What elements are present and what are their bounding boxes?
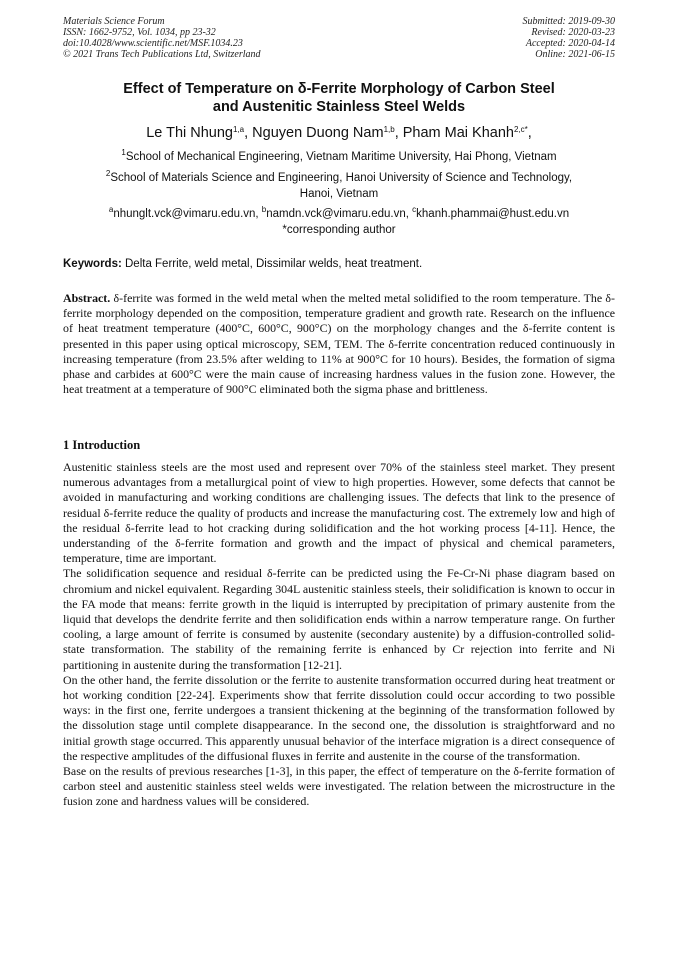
affiliation-marker: 2: [105, 169, 111, 178]
affiliation-city: Hanoi, Vietnam: [299, 188, 379, 200]
keywords: [63, 257, 615, 272]
dates-header: [523, 16, 616, 60]
journal-info-header: [63, 16, 261, 60]
author-name: Le Thi Nhung: [146, 125, 233, 141]
affiliation-1: [60, 149, 618, 165]
email-link[interactable]: namdn.vck@vimaru.edu.vn,: [266, 208, 413, 220]
author-affiliation-marker: 1,a: [232, 125, 245, 134]
author-affiliation-marker: 2,c*: [513, 125, 528, 134]
title-line-1: Effect of Temperature on δ-Ferrite Morphology of Carbon Steel: [123, 81, 555, 97]
title-line-2: and Austenitic Stainless Steel Welds: [212, 99, 466, 115]
email-list: [60, 206, 618, 238]
email-marker: a: [108, 205, 114, 214]
author-name: Nguyen Duong Nam: [252, 125, 384, 141]
journal-name: Materials Science Forum: [63, 16, 165, 27]
author-name: Pham Mai Khanh: [402, 125, 514, 141]
keywords-label: Keywords:: [63, 258, 122, 270]
accepted-date: Accepted: 2020-04-14: [525, 38, 615, 49]
author-list: [40, 124, 638, 142]
author-separator: ,: [244, 125, 253, 141]
email-marker: b: [261, 205, 267, 214]
paragraph: Austenitic stainless steels are the most used and represent over 70% of the stainless steel market. They present numerous advantages from a metallurgical point of view to high properties. However, some defects that cannot be avoided in manufacturing and working conditions are challenging issues. The defects that link to the presence of residual δ-ferrite reduce the quality of products and increase the manufacturing cost. The extremely low and high of the residual δ-ferrite lead to hot cracking during solidification and the hot working process [4-11]. Hence, the understanding of the δ-ferrite formation and growth and the impact of physical and chemical parameters, temperature, time are important.: [63, 460, 615, 566]
paper-title: [60, 80, 618, 116]
email-link[interactable]: khanh.phammai@hust.edu.vn: [416, 208, 570, 220]
affiliation-marker: 1: [121, 148, 126, 157]
affiliation-text: School of Mechanical Engineering, Vietnam Maritime University, Hai Phong, Vietnam: [125, 151, 557, 163]
abstract: [63, 291, 615, 397]
corresponding-author-note: *corresponding author: [282, 224, 396, 236]
paragraph: The solidification sequence and residual δ-ferrite can be predicted using the Fe-Cr-Ni phase diagram based on chromium and nickel equivalent. Regarding 304L austenitic stainless steels, their solidification is known to occur in the FA mode that means: ferrite growth in the liquid is interrupted by precipitation of primary austenite from the liquid that develops the dendrite ferrite and then solidification ends within a narrow temperature range. On further cooling, a large amount of ferrite is consumed by austenite (secondary austenite) by a diffusion-controlled solid-state transformation. The stability of the remaining ferrite is enhanced by Cr rejection into ferrite and Ni partitioning in austenite during the transformation [12-21].: [63, 566, 615, 672]
submitted-date: Submitted: 2019-09-30: [522, 16, 615, 27]
journal-issn: ISSN: 1662-9752, Vol. 1034, pp 23-32: [63, 27, 216, 38]
abstract-text: δ-ferrite was formed in the weld metal when the melted metal solidified to the room temperature. The δ-ferrite morphology depended on the composition, temperature gradient and growth rate. Research on the influence of heat treatment temperature (400°C, 600°C, 900°C) on the morphology changes and the δ-ferrite content is presented in this paper using optical microscopy, SEM, TEM. The δ-ferrite concentration reduced continuously in increasing temperature (from 23.5% after welding to 11% at 900°C for 10 hours). Besides, the formation of sigma phase and carbides at 600°C were the main cause of increasing hardness values in the fusion zone. However, the heat treatment at a temperature of 900°C eliminated both the sigma phase and brittleness.: [63, 291, 615, 397]
affiliation-2: [60, 170, 618, 202]
author-separator: ,: [394, 125, 403, 141]
online-date: Online: 2021-06-15: [535, 49, 615, 60]
email-marker: c: [412, 205, 417, 214]
email-link[interactable]: nhunglt.vck@vimaru.edu.vn,: [113, 208, 262, 220]
author-separator: ,: [527, 125, 532, 141]
revised-date: Revised: 2020-03-23: [531, 27, 615, 38]
paragraph: Base on the results of previous researches [1-3], in this paper, the effect of temperature on the δ-ferrite formation of carbon steel and austenitic stainless steel welds were investigated. The relation between the microstructure in the fusion zone and hardness values will be considered.: [63, 764, 615, 809]
paragraph: On the other hand, the ferrite dissolution or the ferrite to austenite transformation occurred during heat treatment or hot working condition [22-24]. Experiments show that ferrite dissolution could occur according to two possible ways: in the first one, ferrite undergoes a transient thickening at the beginning of the transformation followed by the dissolution stage until complete disappearance. In the second one, the dissolution is straightforward and no initial growth stage occurred. This apparently unusual behavior of the interface migration is a direct consequence of the respective amplitudes of the diffusional fluxes in ferrite and austenite in the course of the transformation.: [63, 672, 615, 763]
abstract-label: Abstract.: [63, 291, 111, 305]
author-affiliation-marker: 1,b: [383, 125, 395, 134]
keywords-text: Delta Ferrite, weld metal, Dissimilar welds, heat treatment.: [121, 258, 423, 270]
section-heading: 1 Introduction: [63, 438, 141, 452]
affiliation-text: School of Materials Science and Engineering, Hanoi University of Science and Technology,: [110, 172, 573, 184]
journal-doi: doi:10.4028/www.scientific.net/MSF.1034.23: [63, 38, 243, 49]
introduction-body: [63, 460, 615, 810]
journal-copyright: © 2021 Trans Tech Publications Ltd, Switzerland: [63, 49, 261, 60]
